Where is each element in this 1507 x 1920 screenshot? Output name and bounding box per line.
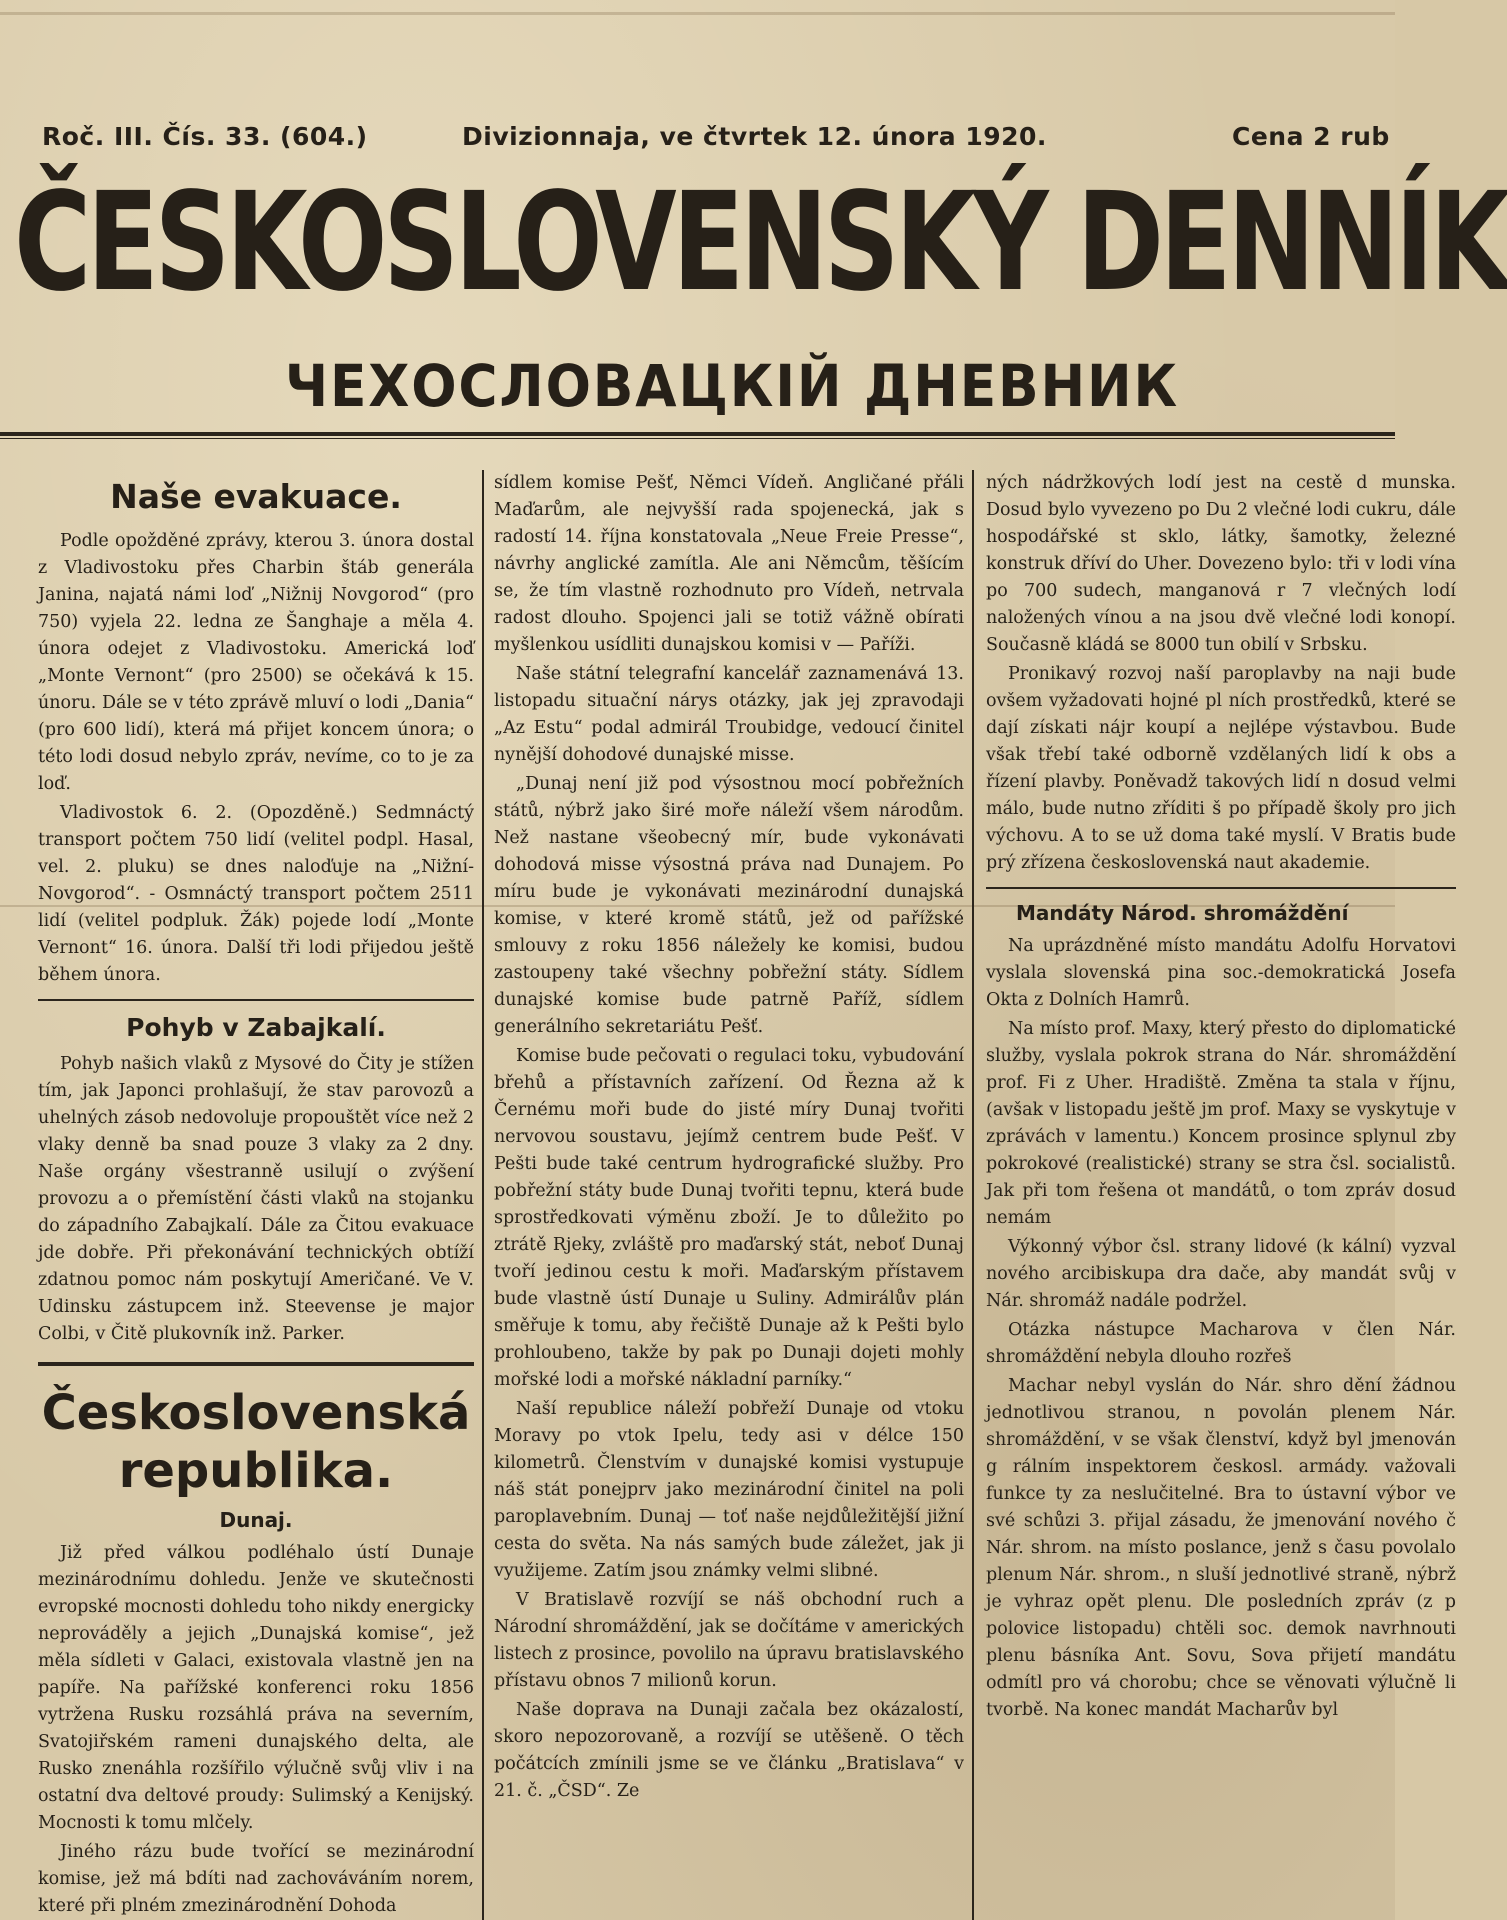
column-3: [986, 470, 1456, 1920]
heading-ceskoslovenska-republika: Československá republika.: [41, 1385, 471, 1499]
issue-number: Roč. III. Čís. 33. (604.): [42, 122, 368, 151]
paragraph: Naše doprava na Dunaji začala bez okázalostí, skoro nepozorovaně, a rozvíjí se utěšeně. O těch počátcích zmínili jsme se ve článku „Bratislava“ v 21. č. „ČSD“. Ze: [494, 1700, 964, 1801]
paragraph: Jiného rázu bude tvořící se mezinárodní komise, jež má bdíti nad zachováváním norem, které při plném zmezinárodnění Dohoda: [38, 1842, 474, 1916]
place-date: Divizionnaja, ve čtvrtek 12. února 1920.: [462, 122, 1047, 151]
paragraph: ných nádržkových lodí jest na cestě d munska. Dosud bylo vyvezeno po Du 2 vlečné lodi cukru, dále hospodářské st sklo, látky, šamotky, železné konstruk dříví do Uher. Dovezeno bylo: tři v lodi vína po 700 sudech, manganová r 7 vlečných lodí naložených vínou a na jsou dvě vlečné lodi konopí. Současně kládá se 8000 tun obilí v Srbsku.: [986, 473, 1456, 655]
paragraph: Naší republice náleží pobřeží Dunaje od vtoku Moravy po vtok Ipelu, tedy asi v délce 150 kilometrů. Členstvím v dunajské komisi vystupuje náš stát ponejprv jako mezinárodní činitel na poli paroplavebním. Dunaj — toť naše nejdůležitější jižní cesta do světa. Na nás samých bude záležet, jak ji využijeme. Zatím jsou známky velmi slibné.: [494, 1399, 964, 1581]
section-divider: [38, 999, 474, 1001]
paragraph: Pohyb našich vlaků z Mysové do Čity je stížen tím, jak Japonci prohlašují, že stav parovozů a uhelných zásob nedovoluje propouštět více než 2 vlaky denně ba snad pouze 3 vlaky za 2 dny. Naše orgány všestranně usilují o zvýšení provozu a o přemístění části vlaků na stojanku do západního Zabajkalí. Dále za Čitou evakuace jde dobře. Při překonávání technických obtíží zdatnou pomoc nám poskytují Američané. Ve V. Udinsku zástupcem inž. Steevense je major Colbi, v Čitě plukovník inž. Parker.: [38, 1054, 474, 1344]
newspaper-subtitle-russian: ЧЕХОСЛОВАЦКІЙ ДНЕВНИК: [285, 352, 1179, 420]
section-divider: [986, 887, 1456, 889]
paragraph: Naše státní telegrafní kancelář zaznamenává 13. listopadu situační nárys otázky, jak jej zpravodaji „Az Estu“ podal admirál Troubidge, vedoucí činitel nynější dohodové dunajské misse.: [494, 664, 964, 765]
paragraph: „Dunaj není již pod výsostnou mocí pobřežních států, nýbrž jako širé moře náleží všem národům. Než nastane všeobecný mír, bude vykonávati dohodová misse výsostná práva nad Dunajem. Po míru bude je vykonávati mezinárodní dunajská komise, v které kromě států, jež od pařížské smlouvy z roku 1856 náležely ke komisi, budou zastoupeny také všechny pobřežní státy. Sídlem dunajské komise bude patrně Paříž, sídlem generálního sekretariátu Pešť.: [494, 774, 964, 1037]
column-rule-2: [972, 470, 974, 1920]
heading-dunaj: Dunaj.: [219, 1508, 293, 1532]
masthead-rule-thin: [0, 438, 1395, 439]
paragraph: Vladivostok 6. 2. (Opozděně.) Sedmnáctý transport počtem 750 lidí (velitel podpl. Hasal, vel. 2. pluku) se dnes naloďuje na „Nižní-Novgorod“. - Osmnáctý transport počtem 2511 lidí (velitel podpluk. Žák) pojede lodí „Monte Vernont“ 16. února. Další tři lodi přijedou ještě během února.: [38, 803, 474, 985]
price: Cena 2 rub: [1232, 122, 1390, 151]
column-2: [494, 470, 964, 1920]
masthead-rule: [0, 432, 1395, 436]
paragraph: Otázka nástupce Macharova v člen Nár. shromáždění nebyla dlouho rozřeš: [986, 1320, 1456, 1367]
column-1: [38, 470, 474, 1920]
paragraph: Machar nebyl vyslán do Nár. shro dění žádnou jednotlivou stranou, n povolán plenem Nár. shromáždění, v se však členství, když byl jmenován g rálním inspektorem českosl. armády. važovali funkce ty za neslučitelné. Bra to ústavní výbor ve své schůzi 3. přijal zásadu, že jmenování nového č Nár. shrom. na místo poslance, jenž s času povolalo plenum Nár. shrom., n sluší jednotlivé straně, nýbrž je vyhraz opět plenu. Dle posledních zpráv (z p polovice listopadu) chtěli soc. demok navrhnouti plenu básníka Ant. Sovu, Sova přijetí mandátu odmítl pro vá chorobu; chce se věnovati výlučně li tvorbě. Na konec mandát Macharův byl: [986, 1376, 1456, 1720]
heading-nase-evakuace: Naše evakuace.: [110, 477, 402, 516]
newspaper-title: ČESKOSLOVENSKÝ DENNÍK: [14, 164, 1507, 322]
paragraph: Již před válkou podléhalo ústí Dunaje mezinárodnímu dohledu. Jenže ve skutečnosti evropské mocnosti dohledu toho nikdy energicky neprováděly a jejich „Dunajská komise“, jež měla sídleti v Galaci, existovala vlastně jen na papíře. Na pařížské konferenci roku 1856 vytržena Rusku rozsáhlá práva na severním, Svatojiřském rameni dunajského delta, ale Rusko znenáhla rozšířilo výlučně svůj vliv i na ostatní dva deltové proudy: Sulimský a Kenijský. Mocnosti k tomu mlčely.: [38, 1543, 474, 1833]
column-rule-1: [482, 470, 484, 1920]
paragraph: Na místo prof. Maxy, který přesto do diplomatické služby, vyslala pokrok strana do Nár. shromáždění prof. Fi z Uher. Hradiště. Změna ta stala v říjnu, (avšak v listopadu ještě jm prof. Maxy se vyskytuje v zprávách v lamentu.) Koncem prosince splynul zby pokrokové (realistické) strany se stra čsl. socialistů. Jak při tom řešena ot mandátů, o tom zpráv dosud nemám: [986, 1019, 1456, 1228]
section-divider-thick: [38, 1362, 474, 1366]
paragraph: Podle opožděné zprávy, kterou 3. února dostal z Vladivostoku přes Charbin štáb generála Janina, najatá námi loď „Nižnij Novgorod“ (pro 750) vyjela 22. ledna ze Šanghaje a měla 4. února odejet z Vladivostoku. Americká loď „Monte Vernont“ (pro 2500) se očekává k 15. únoru. Dále se v této zprávě mluví o lodi „Dania“ (pro 600 lidí), která má přijet koncem února; o této lodi dosud nebylo zpráv, nevíme, co to je za loď.: [38, 531, 474, 794]
paragraph: sídlem komise Pešť, Němci Vídeň. Angličané přáli Maďarům, ale nejvyšší rada spojenecká, jak s radostí 14. října konstatovala „Neue Freie Presse“, návrhy anglické zamítla. Ale ani Němcům, těšícím se, že tím vlastně rozhodnuto pro Vídeň, netrvala radost dlouho. Spojenci jali se totiž vážně obírati myšlenkou usídliti dunajskou komisi v — Paříži.: [494, 473, 964, 655]
heading-mandaty: Mandáty Národ. shromáždění: [1016, 901, 1349, 925]
paragraph: Komise bude pečovati o regulaci toku, vybudování břehů a přístavních zařízení. Od Řezna až k Černému moři bude do jisté míry Dunaj tvořiti nervovou soustavu, jejímž centrem bude Pešť. V Pešti bude také centrum hydrografické služby. Pro pobřežní státy bude Dunaj tvořiti tepnu, která bude sprostředkovati výměnu zboží. Je to důležito po ztrátě Rjeky, zvláště pro maďarský stát, neboť Dunaj tvoří jedinou cestu k moři. Maďarským přístavem bude vlastně ústí Dunaje u Suliny. Admirálův plán směřuje k tomu, aby řečiště Dunaje až k Pešti bylo prohloubeno, takže by pak po Dunaji dojeti mohly mořské lodi a mořské nákladní parníky.“: [494, 1046, 964, 1390]
paragraph: Pronikavý rozvoj naší paroplavby na naji bude ovšem vyžadovati hojné pl ních prostředků, které se dají získati nájr koupí a nejlépe výstavbou. Bude však třebí také odborně vzdělaných lidí k obs a řízení plavby. Poněvadž takových lidí n dosud velmi málo, bude nutno zříditi š po případě školy pro jich výchovu. A to se už doma také myslí. V Bratis bude prý zřízena československá naut akademie.: [986, 664, 1456, 873]
paragraph: V Bratislavě rozvíjí se náš obchodní ruch a Národní shromáždění, jak se dočítáme v amerických listech z prosince, povolilo na úpravu bratislavského přístavu obnos 7 milionů korun.: [494, 1590, 964, 1691]
paragraph: Na uprázdněné místo mandátu Adolfu Horvatovi vyslala slovenská pina soc.-demokratická Josefa Okta z Dolních Hamrů.: [986, 936, 1456, 1010]
heading-pohyb-v-zabajkali: Pohyb v Zabajkalí.: [126, 1013, 386, 1042]
paragraph: Výkonný výbor čsl. strany lidové (k kální) vyzval nového arcibiskupa dra dače, aby mandát svůj v Nár. shromáž nadále podržel.: [986, 1237, 1456, 1311]
